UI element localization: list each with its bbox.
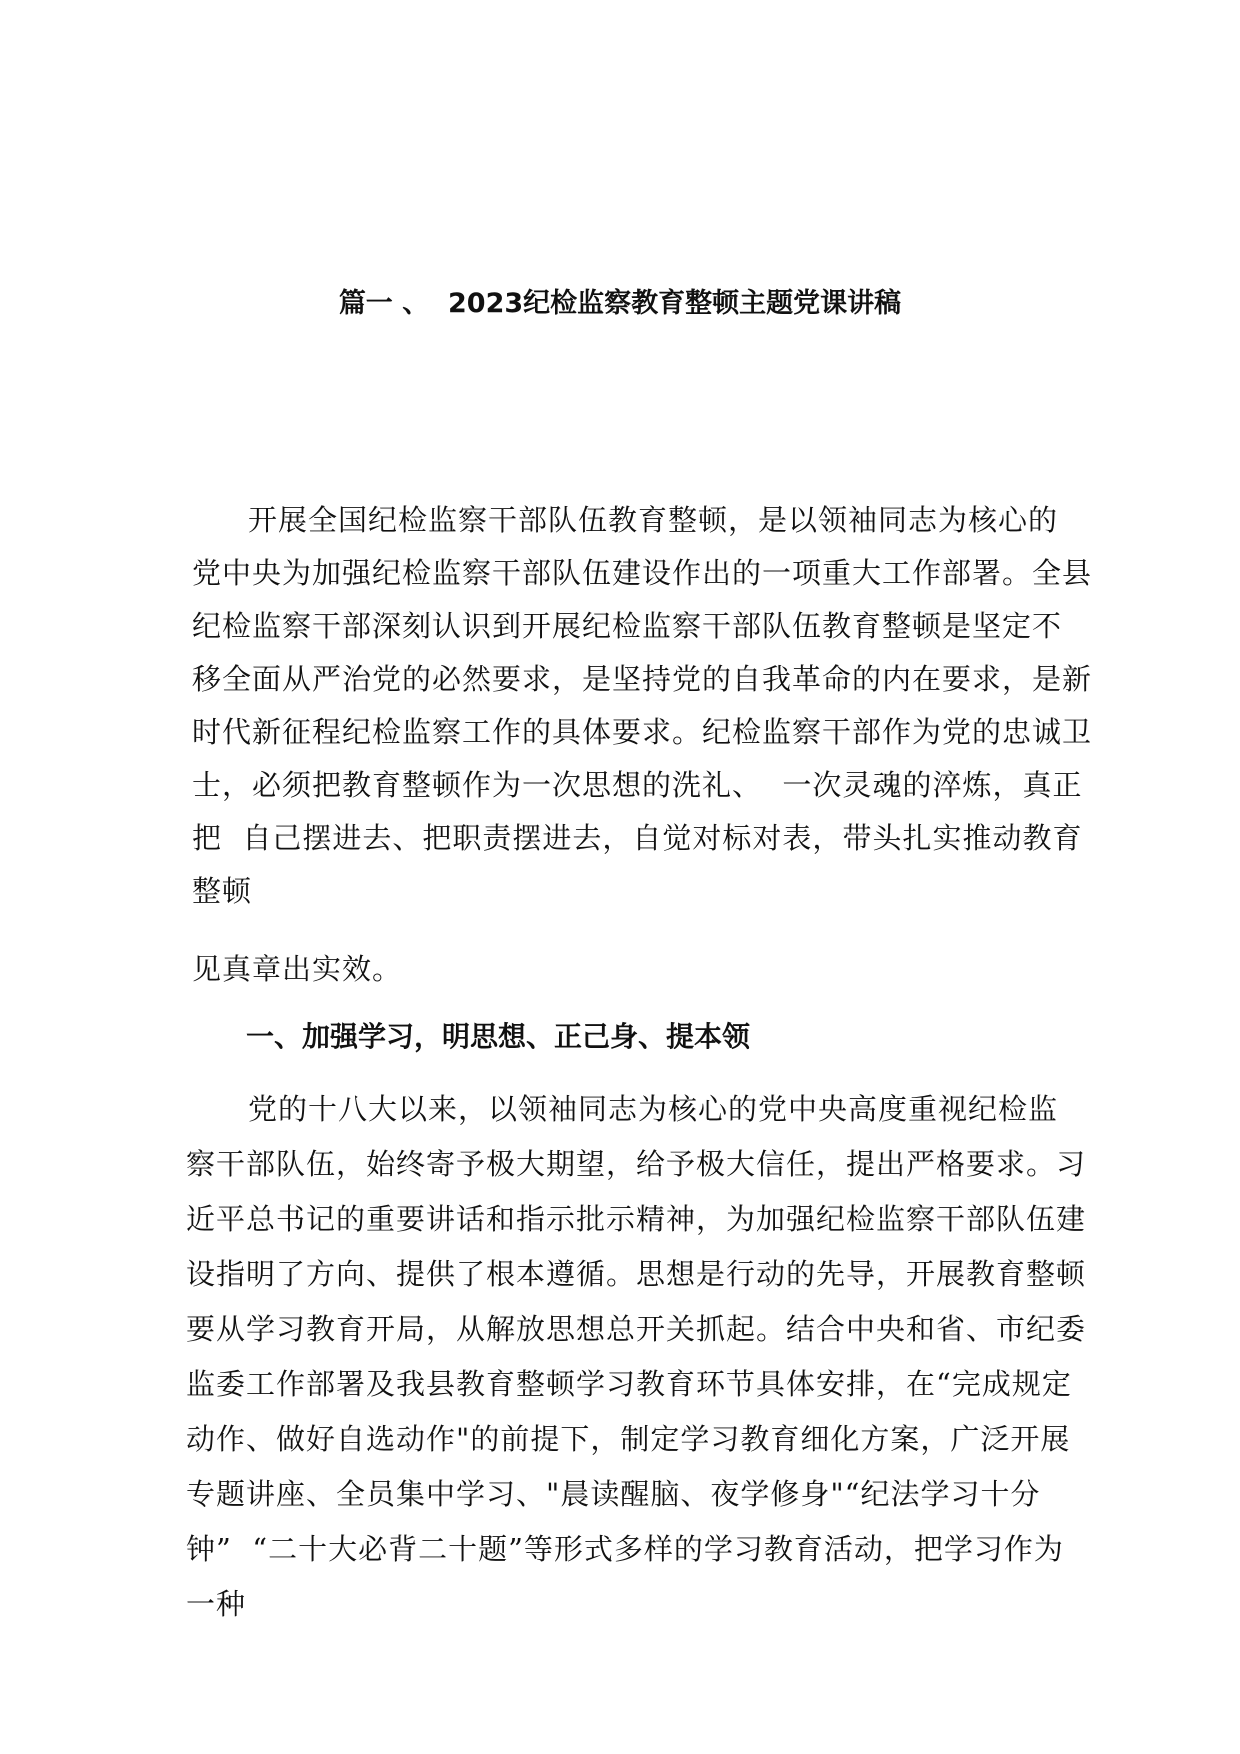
paragraph-line: 移全面从严治党的必然要求，是坚持党的自我革命的内在要求，是新: [192, 662, 1093, 696]
paragraph-line: 察干部队伍，始终寄予极大期望，给予极大信任，提出严格要求。习: [186, 1147, 1087, 1181]
paragraph-line: 整顿: [192, 874, 253, 908]
paragraph-line: 党中央为加强纪检监察干部队伍建设作出的一项重大工作部署。全县: [192, 556, 1093, 590]
paragraph-line: 时代新征程纪检监察工作的具体要求。纪检监察干部作为党的忠诚卫: [192, 715, 1093, 749]
paragraph-line: 士，必须把教育整顿作为一次思想的洗礼、 一次灵魂的淬炼，真正: [192, 768, 1083, 802]
paragraph-line: 近平总书记的重要讲话和指示批示精神，为加强纪检监察干部队伍建: [186, 1202, 1087, 1236]
paragraph-line: 监委工作部署及我县教育整顿学习教育环节具体安排，在“完成规定: [186, 1367, 1072, 1401]
section-heading: 一、加强学习，明思想、正己身、提本领: [246, 1020, 751, 1053]
paragraph-line: 一种: [186, 1587, 247, 1621]
paragraph-line: 专题讲座、全员集中学习、"晨读醒脑、夜学修身"“纪法学习十分: [186, 1477, 1041, 1511]
paragraph-line: 开展全国纪检监察干部队伍教育整顿，是以领袖同志为核心的: [248, 503, 1059, 537]
document-title: 篇一 、 2023纪检监察教育整顿主题党课讲稿: [338, 288, 902, 319]
paragraph-line: 纪检监察干部深刻认识到开展纪检监察干部队伍教育整顿是坚定不: [192, 609, 1063, 643]
paragraph-line: 要从学习教育开局，从解放思想总开关抓起。结合中央和省、市纪委: [186, 1312, 1087, 1346]
paragraph-line: 设指明了方向、提供了根本遵循。思想是行动的先导，开展教育整顿: [186, 1257, 1087, 1291]
paragraph-line: 动作、做好自选动作"的前提下，制定学习教育细化方案，广泛开展: [186, 1422, 1071, 1456]
paragraph-line: 钟” “二十大必背二十题”等形式多样的学习教育活动，把学习作为: [186, 1532, 1064, 1566]
paragraph-line: 党的十八大以来，以领袖同志为核心的党中央高度重视纪检监: [248, 1092, 1059, 1126]
paragraph-line: 见真章出实效。: [192, 952, 403, 986]
paragraph-line: 把 自己摆进去、把职责摆进去，自觉对标对表，带头扎实推动教育: [192, 821, 1083, 855]
